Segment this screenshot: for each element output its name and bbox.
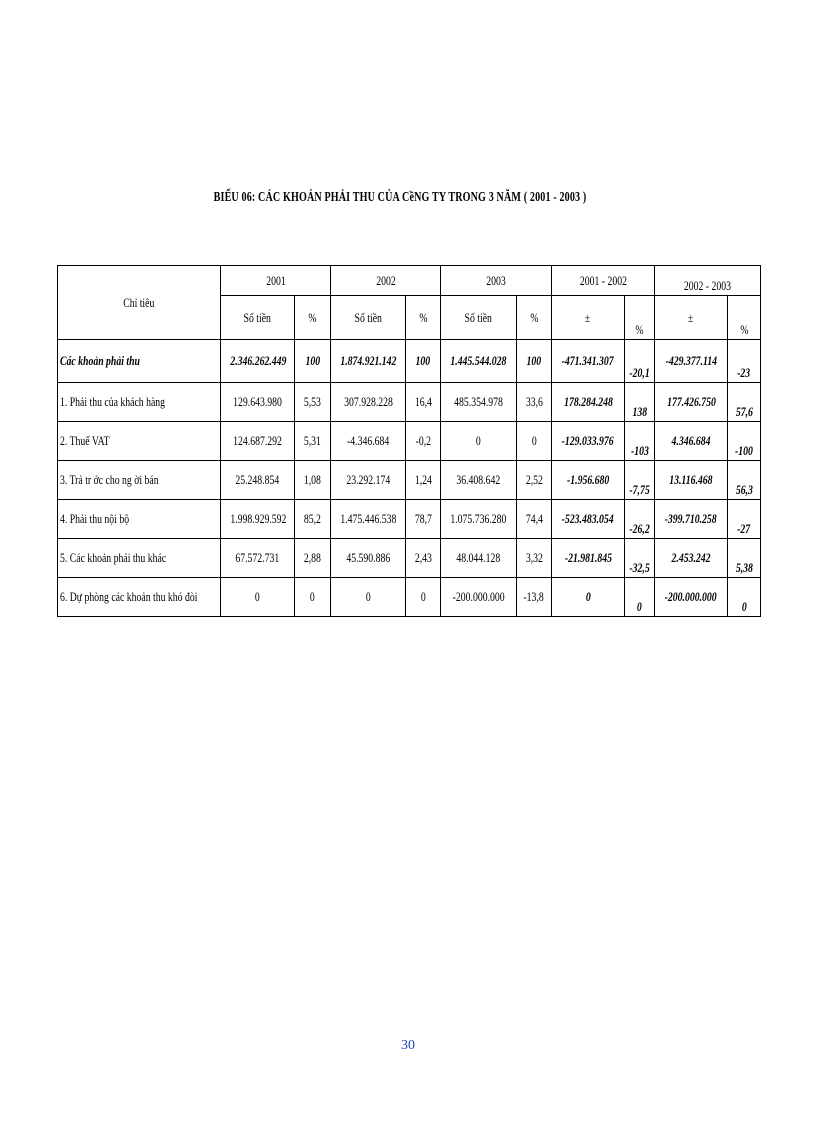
table-cell: -21.981.845 xyxy=(552,539,625,578)
table-cell: 78,7 xyxy=(406,500,441,539)
table-cell: 0 xyxy=(728,578,761,617)
subheader-cell: % xyxy=(625,296,655,340)
table-cell: -27 xyxy=(728,500,761,539)
table-body xyxy=(58,340,761,617)
table-cell: 0 xyxy=(221,578,295,617)
subheader-cell: ± xyxy=(655,296,728,340)
table-row xyxy=(58,461,761,500)
table-cell: -399.710.258 xyxy=(655,500,728,539)
table-cell: 56,3 xyxy=(728,461,761,500)
row-label-cell: 2. Thuế VAT xyxy=(58,422,221,461)
table-cell: 67.572.731 xyxy=(221,539,295,578)
table-cell: 1.874.921.142 xyxy=(331,340,406,383)
table-cell: -1.956.680 xyxy=(552,461,625,500)
table-cell: -7,75 xyxy=(625,461,655,500)
table-cell: 2.453.242 xyxy=(655,539,728,578)
table-cell: 3,32 xyxy=(517,539,552,578)
page-title: BIỂU 06: CÁC KHOẢN PHẢI THU CỦA CềNG TY TRONG 3 NĂM ( 2001 - 2003 ) xyxy=(213,190,587,205)
table-cell: 5,38 xyxy=(728,539,761,578)
table-cell: -13,8 xyxy=(517,578,552,617)
table-cell: 2.346.262.449 xyxy=(221,340,295,383)
subheader-cell: % xyxy=(728,296,761,340)
table-cell: 25.248.854 xyxy=(221,461,295,500)
table-cell: -103 xyxy=(625,422,655,461)
table-cell: 100 xyxy=(517,340,552,383)
table-cell: 4.346.684 xyxy=(655,422,728,461)
total-row xyxy=(58,340,761,383)
table-cell: 138 xyxy=(625,383,655,422)
table-cell: 0 xyxy=(331,578,406,617)
table-row xyxy=(58,422,761,461)
table-cell: -200.000.000 xyxy=(441,578,517,617)
table-cell: 1.998.929.592 xyxy=(221,500,295,539)
subheader-cell: % xyxy=(406,296,441,340)
table-cell: 0 xyxy=(441,422,517,461)
table-cell: 177.426.750 xyxy=(655,383,728,422)
group-header: 2001 - 2002 xyxy=(552,266,655,296)
table-cell: 1.475.446.538 xyxy=(331,500,406,539)
table-cell: -20,1 xyxy=(625,340,655,383)
table-cell: -100 xyxy=(728,422,761,461)
subheader-cell: % xyxy=(295,296,331,340)
table-cell: -429.377.114 xyxy=(655,340,728,383)
row-label-cell: 1. Phải thu của khách hàng xyxy=(58,383,221,422)
subheader-cell: ± xyxy=(552,296,625,340)
table-cell: 23.292.174 xyxy=(331,461,406,500)
table-cell: 5,31 xyxy=(295,422,331,461)
table-cell: 100 xyxy=(406,340,441,383)
table-cell: 16,4 xyxy=(406,383,441,422)
table-cell: 0 xyxy=(552,578,625,617)
table-cell: 36.408.642 xyxy=(441,461,517,500)
table-cell: 0 xyxy=(517,422,552,461)
table-cell: 1.445.544.028 xyxy=(441,340,517,383)
table-cell: 100 xyxy=(295,340,331,383)
table-cell: 5,53 xyxy=(295,383,331,422)
table-row xyxy=(58,578,761,617)
table-cell: 124.687.292 xyxy=(221,422,295,461)
table-cell: -32,5 xyxy=(625,539,655,578)
table-cell: 0 xyxy=(406,578,441,617)
table-cell: 74,4 xyxy=(517,500,552,539)
table-cell: -523.483.054 xyxy=(552,500,625,539)
table-cell: 0 xyxy=(625,578,655,617)
table-cell: -0,2 xyxy=(406,422,441,461)
group-header: 2003 xyxy=(441,266,552,296)
table-cell: 2,88 xyxy=(295,539,331,578)
group-header: 2002 xyxy=(331,266,441,296)
group-header: 2002 - 2003 xyxy=(655,266,761,296)
table-cell: 57,6 xyxy=(728,383,761,422)
subheader-cell: % xyxy=(517,296,552,340)
table-cell: 48.044.128 xyxy=(441,539,517,578)
table-row xyxy=(58,539,761,578)
table-cell: 1,24 xyxy=(406,461,441,500)
subheader-cell: Số tiền xyxy=(221,296,295,340)
table-row xyxy=(58,383,761,422)
row-label-cell: 5. Các khoản phải thu khác xyxy=(58,539,221,578)
row-label-cell: 6. Dự phòng các khoản thu khó đòi xyxy=(58,578,221,617)
table-cell: 307.928.228 xyxy=(331,383,406,422)
table-cell: -23 xyxy=(728,340,761,383)
table-cell: 2,43 xyxy=(406,539,441,578)
table-cell: 0 xyxy=(295,578,331,617)
table-cell: -4.346.684 xyxy=(331,422,406,461)
page-number: 30 xyxy=(401,1038,415,1053)
table-cell: -200.000.000 xyxy=(655,578,728,617)
table-cell: 85,2 xyxy=(295,500,331,539)
row-label-cell: 4. Phải thu nội bộ xyxy=(58,500,221,539)
table-cell: 485.354.978 xyxy=(441,383,517,422)
table-cell: 45.590.886 xyxy=(331,539,406,578)
subheader-cell: Số tiền xyxy=(331,296,406,340)
table-cell: 178.284.248 xyxy=(552,383,625,422)
table-cell: -129.033.976 xyxy=(552,422,625,461)
table-cell: 2,52 xyxy=(517,461,552,500)
row-label-cell: Các khoản phải thu xyxy=(58,340,221,383)
subheader-cell: Số tiền xyxy=(441,296,517,340)
table-cell: 13.116.468 xyxy=(655,461,728,500)
row-header-cell: Chỉ tiêu xyxy=(58,266,221,340)
table-cell: 33,6 xyxy=(517,383,552,422)
table-cell: -26,2 xyxy=(625,500,655,539)
receivables-table xyxy=(57,265,761,617)
table-header-row xyxy=(58,266,761,296)
table-cell: -471.341.307 xyxy=(552,340,625,383)
table-cell: 1,08 xyxy=(295,461,331,500)
table-cell: 129.643.980 xyxy=(221,383,295,422)
table-cell: 1.075.736.280 xyxy=(441,500,517,539)
group-header: 2001 xyxy=(221,266,331,296)
row-label-cell: 3. Trả tr ớc cho ng ời bán xyxy=(58,461,221,500)
table-row xyxy=(58,500,761,539)
